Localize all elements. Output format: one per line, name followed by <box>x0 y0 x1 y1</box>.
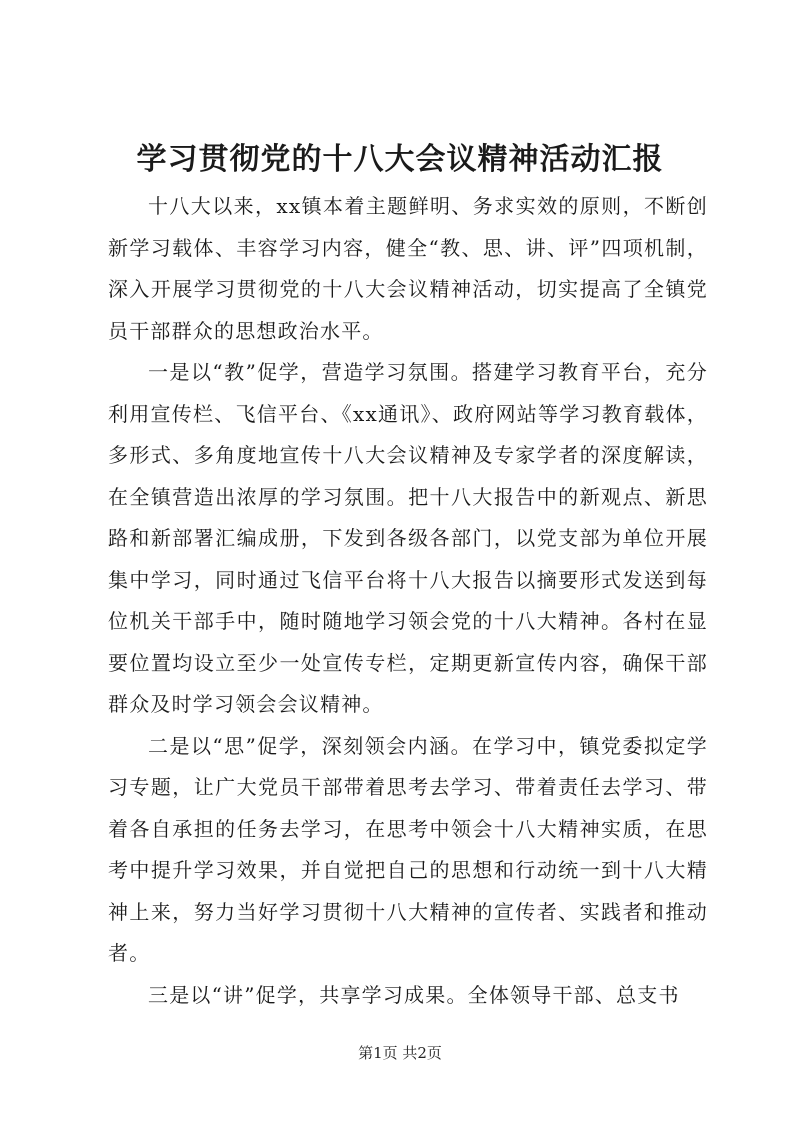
paragraph-speak: 三是以“讲”促学，共享学习成果。全体领导干部、总支书 <box>148 982 680 1007</box>
document-body <box>108 186 708 1016</box>
paragraph-teach: 一是以“教”促学，营造学习氛围。搭建学习教育平台，充分利用宣传栏、飞信平台、《xx通讯》、政府网站等学习教育载体，多形式、多角度地宣传十八大会议精神及专家学者的深度解读，在全镇营造出浓厚的学习氛围。把十八大报告中的新观点、新思路和新部署汇编成册，下发到各级各部门，以党支部为单位开展集中学习，同时通过飞信平台将十八大报告以摘要形式发送到每位机关干部手中，随时随地学习领会党的十八大精神。各村在显要位置均设立至少一处宣传专栏，定期更新宣传内容，确保干部群众及时学习领会会议精神。 <box>108 360 708 716</box>
paragraph-think: 二是以“思”促学，深刻领会内涵。在学习中，镇党委拟定学习专题，让广大党员干部带着思考去学习、带着责任去学习、带着各自承担的任务去学习，在思考中领会十八大精神实质，在思考中提升学习效果，并自觉把自己的思想和行动统一到十八大精神上来，努力当好学习贯彻十八大精神的宣传者、实践者和推动者。 <box>108 733 708 965</box>
paragraph-intro: 十八大以来，xx镇本着主题鲜明、务求实效的原则，不断创新学习载体、丰容学习内容，健全“教、思、讲、评”四项机制，深入开展学习贯彻党的十八大会议精神活动，切实提高了全镇党员干部群众的思想政治水平。 <box>108 194 708 343</box>
page-number-footer: 第1页 共2页 <box>358 1044 442 1062</box>
document-title: 学习贯彻党的十八大会议精神活动汇报 <box>136 142 664 177</box>
